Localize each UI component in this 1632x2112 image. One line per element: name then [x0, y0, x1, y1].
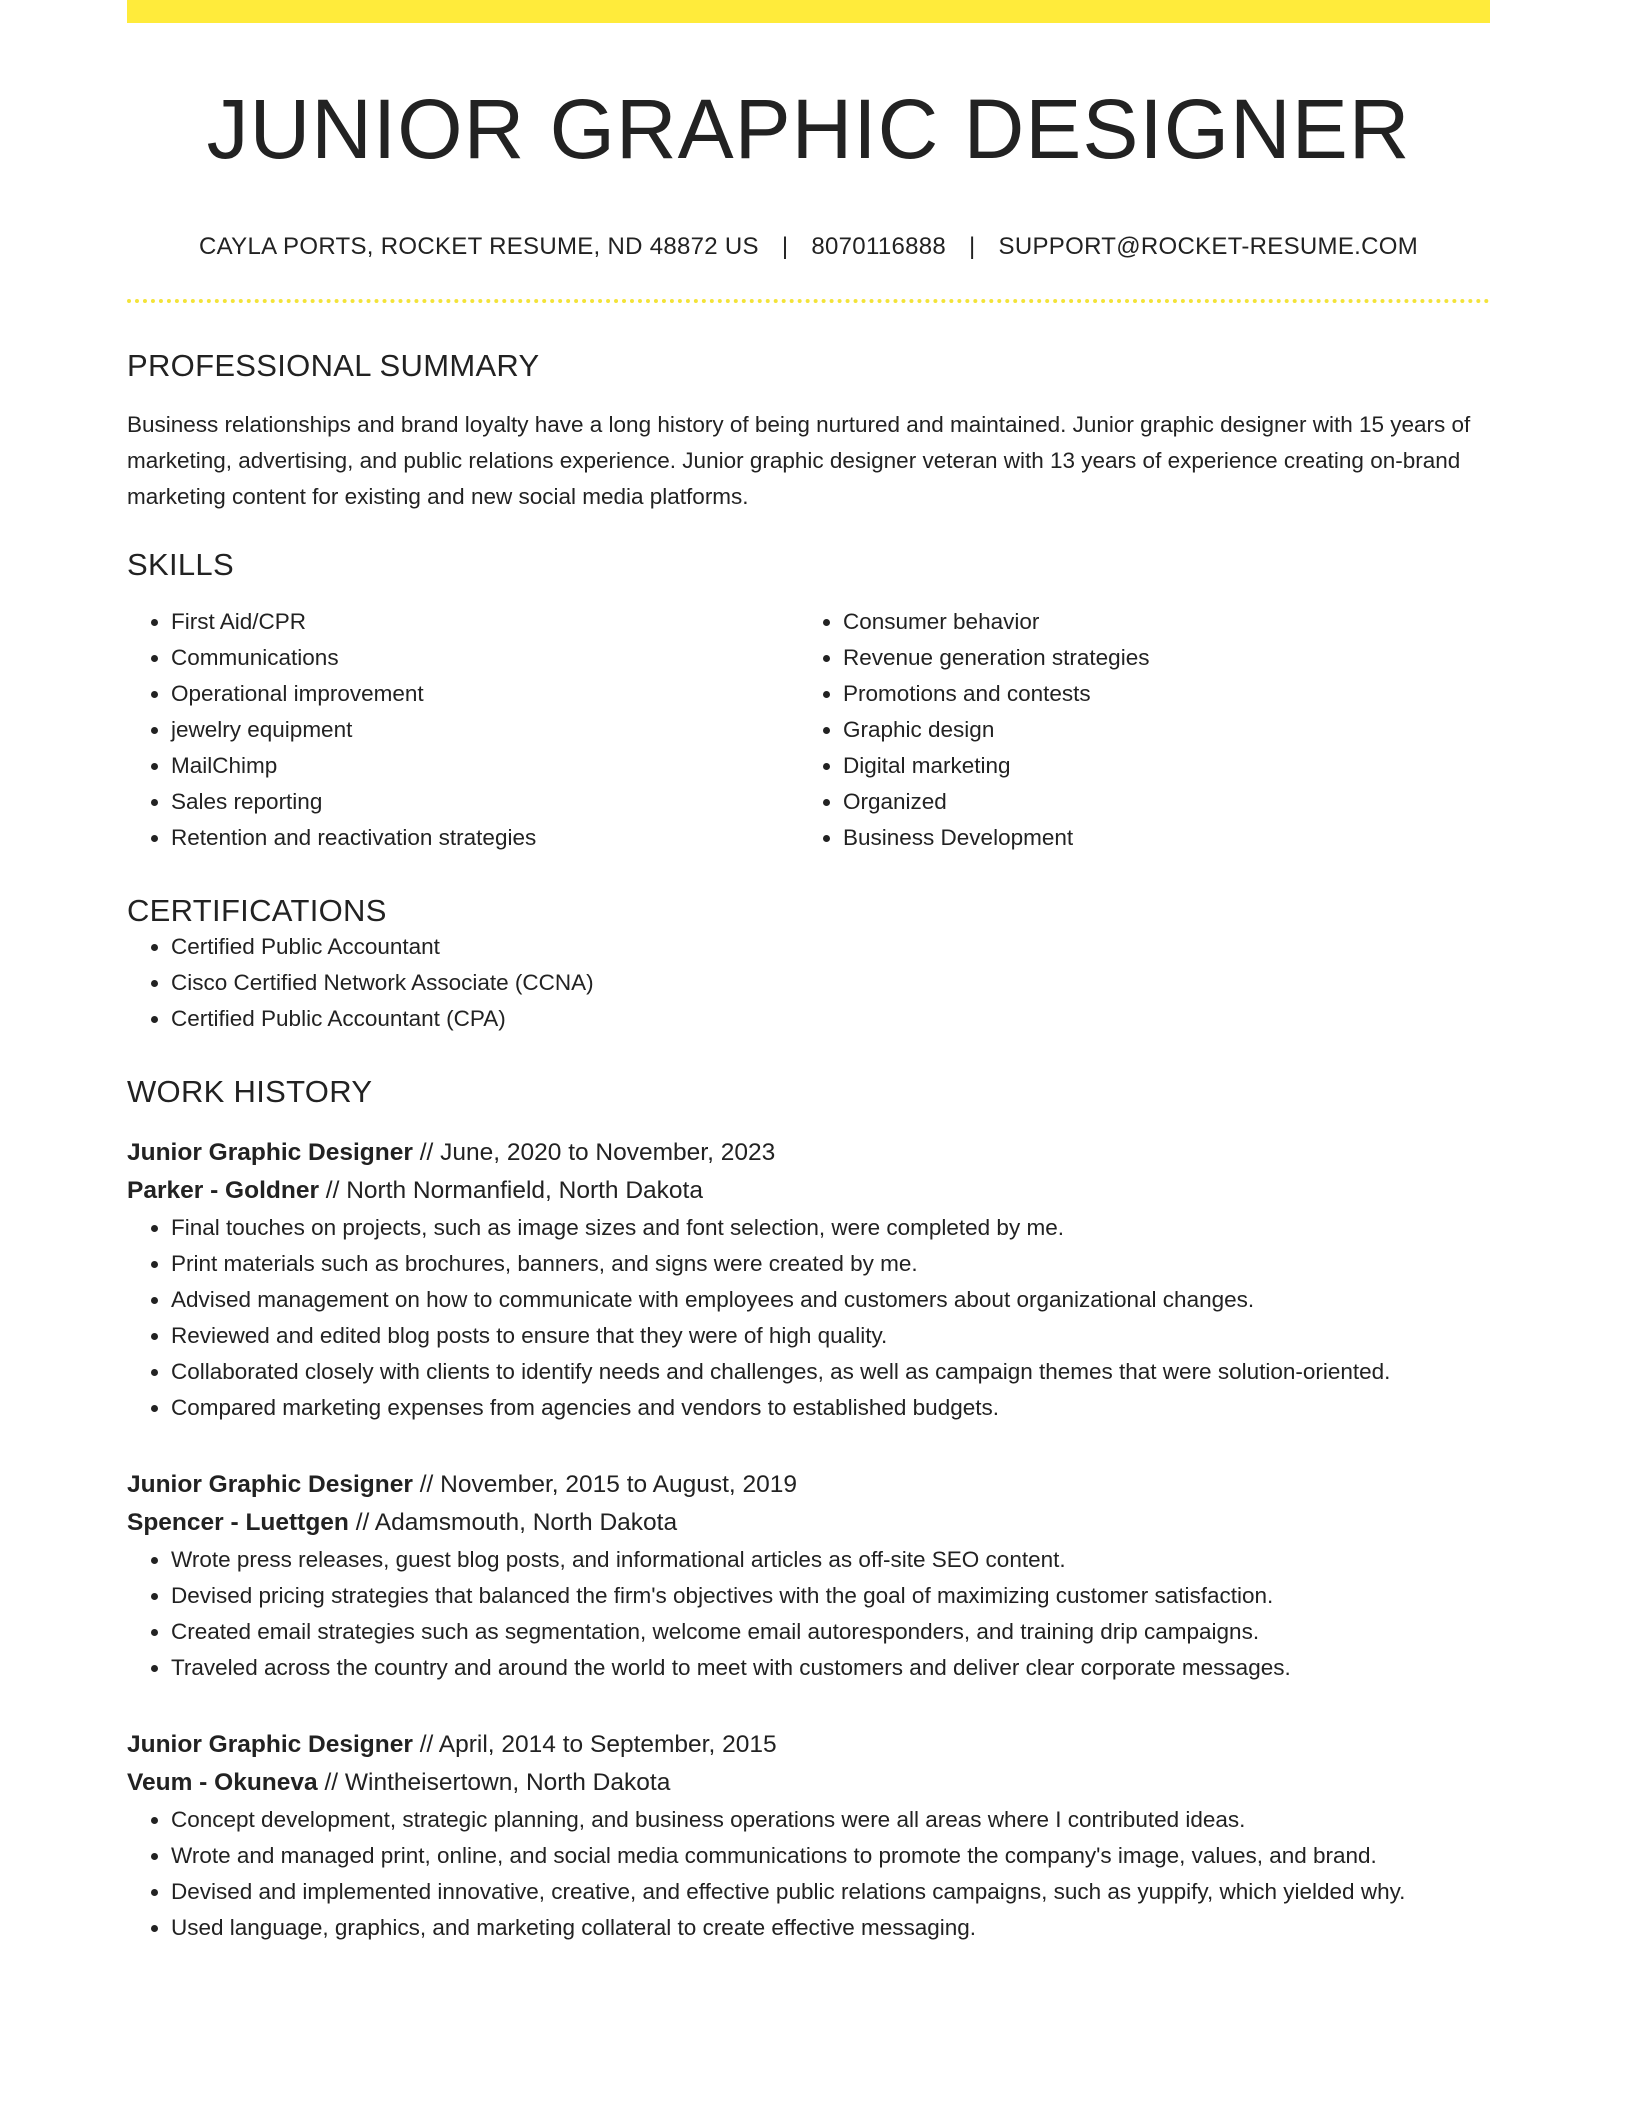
skill-item: • Digital marketing — [843, 748, 1471, 784]
skills-list-right — [799, 604, 1471, 856]
resume-title: JUNIOR GRAPHIC DESIGNER — [206, 82, 1411, 176]
contact-separator: | — [969, 233, 976, 261]
resume-page — [127, 0, 1490, 1946]
certifications-list — [127, 929, 1490, 1037]
job-title: Junior Graphic Designer — [127, 1731, 413, 1759]
job-title-line: Junior Graphic Designer // November, 2015 to August, 2019 — [127, 1471, 798, 1499]
skill-item: • Organized — [843, 784, 1471, 820]
certification-item: • Cisco Certified Network Associate (CCNA) — [171, 965, 1490, 1001]
skill-item: • Business Development — [843, 820, 1471, 856]
certification-item: • Certified Public Accountant (CPA) — [171, 1001, 1490, 1037]
job-duties-list — [127, 1210, 1490, 1426]
job-company: Spencer - Luettgen — [127, 1509, 349, 1537]
skills-right-column — [799, 604, 1471, 856]
job-company-line: Spencer - Luettgen // Adamsmouth, North Dakota — [127, 1509, 678, 1537]
job-duty: • Created email strategies such as segmentation, welcome email autoresponders, and training drip campaigns. — [171, 1614, 1490, 1650]
skill-item: • First Aid/CPR — [171, 604, 799, 640]
certifications-heading: CERTIFICATIONS — [127, 893, 387, 929]
job-duty: • Traveled across the country and around the world to meet with customers and deliver clear corporate messages. — [171, 1650, 1490, 1686]
job-title: Junior Graphic Designer — [127, 1471, 413, 1499]
job-duty: • Concept development, strategic planning, and business operations were all areas where I contributed ideas. — [171, 1802, 1490, 1838]
summary-heading: PROFESSIONAL SUMMARY — [127, 348, 540, 384]
job-duty: • Wrote and managed print, online, and social media communications to promote the company's image, values, and brand. — [171, 1838, 1490, 1874]
job-duties-list — [127, 1542, 1490, 1686]
skill-item: • Communications — [171, 640, 799, 676]
skill-item: • Consumer behavior — [843, 604, 1471, 640]
job-company: Parker - Goldner — [127, 1177, 319, 1205]
header-divider — [127, 299, 1490, 303]
work-history-heading: WORK HISTORY — [127, 1074, 373, 1110]
job-dates: June, 2020 to November, 2023 — [440, 1139, 776, 1167]
certification-item: • Certified Public Accountant — [171, 929, 1490, 965]
skills-list-left — [127, 604, 799, 856]
skill-item: • Operational improvement — [171, 676, 799, 712]
job-duty: • Reviewed and edited blog posts to ensure that they were of high quality. — [171, 1318, 1490, 1354]
summary-text: Business relationships and brand loyalty have a long history of being nurtured and maintained. Junior graphic designer with 15 years of marketing, advertising, and public relations experience. Junior graphic designer veteran with 13 years of experience creating on-brand marketing content for existing and new social media platforms. — [127, 412, 1471, 510]
job-company: Veum - Okuneva — [127, 1769, 318, 1797]
job-entry — [127, 1134, 1490, 1426]
job-title-line: Junior Graphic Designer // June, 2020 to November, 2023 — [127, 1139, 776, 1167]
job-duty: • Devised pricing strategies that balanced the firm's objectives with the goal of maximizing customer satisfaction. — [171, 1578, 1490, 1614]
job-dates: April, 2014 to September, 2015 — [438, 1731, 777, 1759]
job-duty: • Advised management on how to communicate with employees and customers about organizational changes. — [171, 1282, 1490, 1318]
contact-phone: 8070116888 — [811, 233, 947, 261]
job-duty: • Compared marketing expenses from agencies and vendors to established budgets. — [171, 1390, 1490, 1426]
job-dates: November, 2015 to August, 2019 — [440, 1471, 798, 1499]
contact-email: SUPPORT@ROCKET-RESUME.COM — [998, 233, 1419, 261]
contact-separator: | — [781, 233, 789, 261]
job-duties-list — [127, 1802, 1490, 1946]
skill-item: • Sales reporting — [171, 784, 799, 820]
job-company-line: Veum - Okuneva // Wintheisertown, North Dakota — [127, 1769, 671, 1797]
skill-item: • MailChimp — [171, 748, 799, 784]
job-location: Wintheisertown, North Dakota — [344, 1769, 671, 1797]
skill-item: • jewelry equipment — [171, 712, 799, 748]
skill-item: • Retention and reactivation strategies — [171, 820, 799, 856]
job-location: North Normanfield, North Dakota — [346, 1177, 703, 1205]
skill-item: • Revenue generation strategies — [843, 640, 1471, 676]
skills-left-column — [127, 604, 799, 856]
job-entry — [127, 1726, 1490, 1946]
accent-bar — [127, 0, 1490, 23]
job-company-line: Parker - Goldner // North Normanfield, North Dakota — [127, 1177, 703, 1205]
skill-item: • Promotions and contests — [843, 676, 1471, 712]
job-title: Junior Graphic Designer — [127, 1139, 413, 1167]
job-duty: • Final touches on projects, such as image sizes and font selection, were completed by me. — [171, 1210, 1490, 1246]
contact-line — [127, 233, 1490, 261]
job-entry — [127, 1466, 1490, 1686]
job-duty: • Print materials such as brochures, banners, and signs were created by me. — [171, 1246, 1490, 1282]
job-title-line: Junior Graphic Designer // April, 2014 to September, 2015 — [127, 1731, 777, 1759]
job-duty: • Collaborated closely with clients to identify needs and challenges, as well as campaign themes that were solution-oriented. — [171, 1354, 1490, 1390]
job-duty: • Wrote press releases, guest blog posts, and informational articles as off-site SEO content. — [171, 1542, 1490, 1578]
skill-item: • Graphic design — [843, 712, 1471, 748]
job-duty: • Devised and implemented innovative, creative, and effective public relations campaigns, such as yuppify, which yielded why. — [171, 1874, 1490, 1910]
skills-heading: SKILLS — [127, 547, 234, 583]
job-location: Adamsmouth, North Dakota — [374, 1509, 678, 1537]
contact-address: CAYLA PORTS, ROCKET RESUME, ND 48872 US — [198, 233, 759, 261]
job-duty: • Used language, graphics, and marketing collateral to create effective messaging. — [171, 1910, 1490, 1946]
skills-columns — [127, 604, 1490, 856]
